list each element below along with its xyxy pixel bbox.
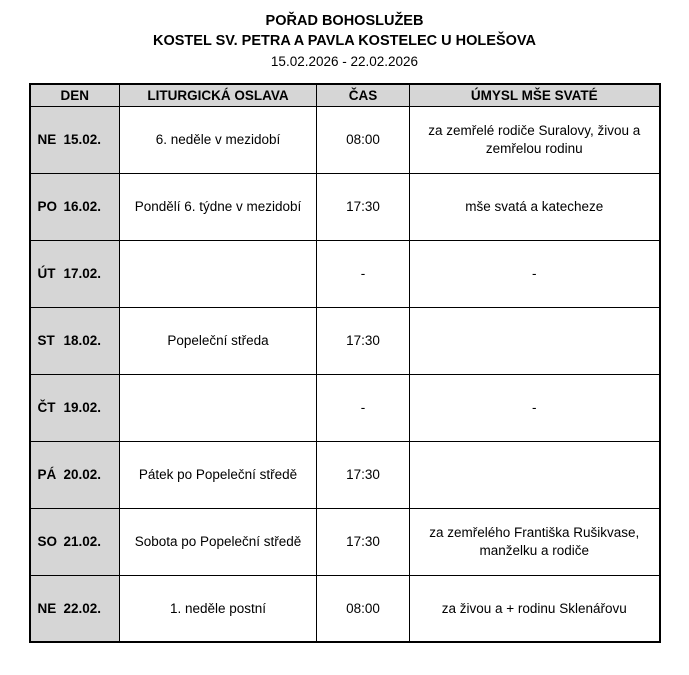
time-cell: - <box>317 374 410 441</box>
day-abbr: ST <box>37 333 55 349</box>
celebration-cell <box>120 240 317 307</box>
service-schedule-table <box>29 83 661 643</box>
day-date: 22.02. <box>63 601 102 617</box>
day-date: 20.02. <box>63 467 102 483</box>
day-cell <box>30 374 120 441</box>
time-cell: 17:30 <box>317 307 410 374</box>
day-abbr: ČT <box>37 400 56 416</box>
intention-cell: za zemřelé rodiče Suralovy, živou a zemřelou rodinu <box>410 106 660 173</box>
day-date: 15.02. <box>63 132 102 148</box>
column-header-time: ČAS <box>317 84 410 106</box>
column-header-celebration: LITURGICKÁ OSLAVA <box>120 84 317 106</box>
intention-cell <box>410 307 660 374</box>
celebration-cell: Sobota po Popeleční středě <box>120 508 317 575</box>
table-row <box>30 307 660 374</box>
time-cell: 17:30 <box>317 508 410 575</box>
page-title: POŘAD BOHOSLUŽEB <box>265 13 424 29</box>
day-abbr: PO <box>37 199 58 215</box>
time-cell: 08:00 <box>317 106 410 173</box>
day-cell <box>30 307 120 374</box>
celebration-cell <box>120 374 317 441</box>
day-date: 16.02. <box>63 199 102 215</box>
table-row <box>30 575 660 642</box>
table-row <box>30 240 660 307</box>
time-cell: - <box>317 240 410 307</box>
table-row <box>30 508 660 575</box>
date-range: 15.02.2026 - 22.02.2026 <box>270 54 419 70</box>
day-cell <box>30 240 120 307</box>
intention-cell: za živou a + rodinu Sklenářovu <box>410 575 660 642</box>
celebration-cell: Pondělí 6. týdne v mezidobí <box>120 173 317 240</box>
celebration-cell: Popeleční středa <box>120 307 317 374</box>
day-abbr: NE <box>37 601 57 617</box>
celebration-cell: Pátek po Popeleční středě <box>120 441 317 508</box>
day-abbr: SO <box>37 534 58 550</box>
table-row <box>30 374 660 441</box>
table-row <box>30 173 660 240</box>
intention-cell: mše svatá a katecheze <box>410 173 660 240</box>
day-date: 19.02. <box>63 400 102 416</box>
day-cell <box>30 575 120 642</box>
intention-cell: - <box>410 240 660 307</box>
table-row <box>30 441 660 508</box>
day-cell <box>30 441 120 508</box>
church-name: KOSTEL SV. PETRA A PAVLA KOSTELEC U HOLEŠOVA <box>153 32 536 49</box>
day-abbr: PÁ <box>37 467 57 483</box>
intention-cell: za zemřelého Františka Rušikvase, manželku a rodiče <box>410 508 660 575</box>
day-cell <box>30 173 120 240</box>
time-cell: 08:00 <box>317 575 410 642</box>
intention-cell: - <box>410 374 660 441</box>
celebration-cell: 1. neděle postní <box>120 575 317 642</box>
intention-cell <box>410 441 660 508</box>
day-cell <box>30 508 120 575</box>
day-date: 21.02. <box>63 534 102 550</box>
document-header <box>0 12 689 71</box>
day-abbr: NE <box>37 132 57 148</box>
celebration-cell: 6. neděle v mezidobí <box>120 106 317 173</box>
table-header-row <box>30 84 660 106</box>
table-row <box>30 106 660 173</box>
day-date: 18.02. <box>63 333 102 349</box>
day-abbr: ÚT <box>37 266 56 282</box>
day-cell <box>30 106 120 173</box>
time-cell: 17:30 <box>317 173 410 240</box>
day-date: 17.02. <box>63 266 102 282</box>
time-cell: 17:30 <box>317 441 410 508</box>
column-header-intention: ÚMYSL MŠE SVATÉ <box>410 84 660 106</box>
column-header-day: DEN <box>30 84 120 106</box>
